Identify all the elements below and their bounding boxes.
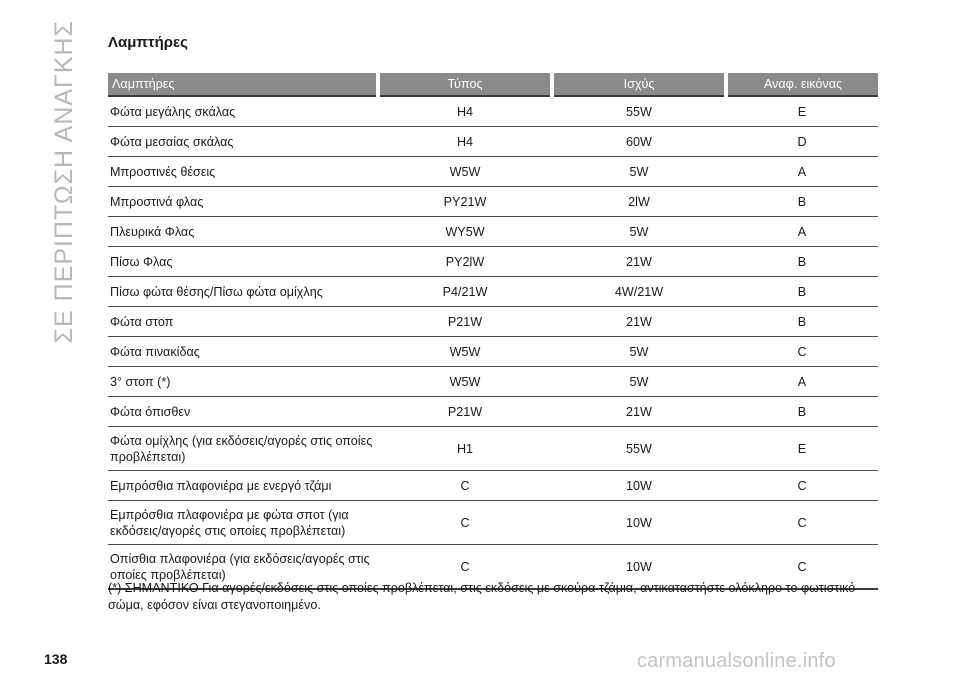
table-row xyxy=(108,427,878,471)
column-header-type: Τύπος xyxy=(378,73,552,96)
bulb-power-cell: 2lW xyxy=(552,187,726,217)
bulb-type-cell: H4 xyxy=(378,96,552,127)
bulb-power-cell: 21W xyxy=(552,397,726,427)
bulb-type-cell: P21W xyxy=(378,397,552,427)
chapter-side-title xyxy=(44,20,84,344)
bulb-power-cell: 4W/21W xyxy=(552,277,726,307)
bulb-name-cell: Φώτα μεγάλης σκάλας xyxy=(108,96,378,127)
column-header-figure-ref: Αναφ. εικόνας xyxy=(726,73,878,96)
table-row xyxy=(108,127,878,157)
table-header-row xyxy=(108,73,878,96)
bulb-power-cell: 55W xyxy=(552,427,726,471)
bulb-ref-cell: B xyxy=(726,187,878,217)
bulb-ref-cell: C xyxy=(726,337,878,367)
bulb-type-cell: H1 xyxy=(378,427,552,471)
bulb-name-cell: Πίσω φώτα θέσης/Πίσω φώτα ομίχλης xyxy=(108,277,378,307)
bulb-ref-cell: E xyxy=(726,96,878,127)
table-row xyxy=(108,367,878,397)
bulb-type-cell: P21W xyxy=(378,307,552,337)
table-row xyxy=(108,157,878,187)
bulb-ref-cell: B xyxy=(726,277,878,307)
bulb-ref-cell: B xyxy=(726,397,878,427)
bulb-type-cell: H4 xyxy=(378,127,552,157)
bulb-name-cell: Μπροστινά φλας xyxy=(108,187,378,217)
bulb-power-cell: 55W xyxy=(552,96,726,127)
bulb-power-cell: 10W xyxy=(552,471,726,501)
bulb-name-cell: Φώτα μεσαίας σκάλας xyxy=(108,127,378,157)
bulb-power-cell: 21W xyxy=(552,307,726,337)
footnote: (*) ΣΗΜΑΝΤΙΚΟ Για αγορές/εκδόσεις στις οποίες προβλέπεται, στις εκδόσεις με σκούρα τζάμια, αντικαταστήστε ολόκληρο το φωτιστικό σώμα, εφόσον είναι στεγανοποιημένο. xyxy=(108,581,856,612)
bulb-name-cell: Πλευρικά Φλας xyxy=(108,217,378,247)
page-number: 138 xyxy=(44,651,68,667)
bulb-name-cell: Φώτα πινακίδας xyxy=(108,337,378,367)
bulb-type-cell: W5W xyxy=(378,367,552,397)
table-row xyxy=(108,247,878,277)
bulb-ref-cell: A xyxy=(726,217,878,247)
bulb-name-cell: Εμπρόσθια πλαφονιέρα με ενεργό τζάμι xyxy=(108,471,378,501)
table-row xyxy=(108,217,878,247)
bulb-power-cell: 5W xyxy=(552,217,726,247)
bulb-ref-cell: C xyxy=(726,471,878,501)
table-row xyxy=(108,187,878,217)
bulb-name-cell: Φώτα στοπ xyxy=(108,307,378,337)
bulb-name-cell: Φώτα ομίχλης (για εκδόσεις/αγορές στις οποίες προβλέπεται) xyxy=(108,427,378,471)
bulb-ref-cell: A xyxy=(726,157,878,187)
bulb-ref-cell: B xyxy=(726,247,878,277)
bulb-type-cell: C xyxy=(378,471,552,501)
bulb-power-cell: 10W xyxy=(552,545,726,590)
table-row xyxy=(108,397,878,427)
bulb-name-cell: Οπίσθια πλαφονιέρα (για εκδόσεις/αγορές στις οποίες προβλέπεται) xyxy=(108,545,378,590)
bulb-type-cell: WY5W xyxy=(378,217,552,247)
bulbs-table xyxy=(108,73,878,590)
bulb-type-cell: W5W xyxy=(378,157,552,187)
bulb-power-cell: 60W xyxy=(552,127,726,157)
bulb-type-cell: C xyxy=(378,545,552,590)
table-row xyxy=(108,471,878,501)
bulb-power-cell: 5W xyxy=(552,337,726,367)
bulb-type-cell: P4/21W xyxy=(378,277,552,307)
bulb-type-cell: PY2lW xyxy=(378,247,552,277)
table-row xyxy=(108,307,878,337)
table-row xyxy=(108,277,878,307)
table-row xyxy=(108,96,878,127)
bulb-power-cell: 5W xyxy=(552,157,726,187)
bulb-ref-cell: C xyxy=(726,545,878,590)
bulb-name-cell: Πίσω Φλας xyxy=(108,247,378,277)
bulb-power-cell: 21W xyxy=(552,247,726,277)
table-row xyxy=(108,337,878,367)
bulb-ref-cell: D xyxy=(726,127,878,157)
bulb-name-cell: 3° στοπ (*) xyxy=(108,367,378,397)
bulb-name-cell: Μπροστινές θέσεις xyxy=(108,157,378,187)
bulb-power-cell: 5W xyxy=(552,367,726,397)
bulb-ref-cell: A xyxy=(726,367,878,397)
bulb-ref-cell: C xyxy=(726,501,878,545)
section-title: Λαμπτήρες xyxy=(108,34,188,51)
bulb-type-cell: W5W xyxy=(378,337,552,367)
watermark: carmanualsonline.info xyxy=(637,650,836,672)
bulb-name-cell: Εμπρόσθια πλαφονιέρα με φώτα σποτ (για εκδόσεις/αγορές στις οποίες προβλέπεται) xyxy=(108,501,378,545)
column-header-bulbs: Λαμπτήρες xyxy=(108,73,378,96)
bulb-ref-cell: B xyxy=(726,307,878,337)
bulb-type-cell: PY21W xyxy=(378,187,552,217)
bulb-power-cell: 10W xyxy=(552,501,726,545)
table-row xyxy=(108,501,878,545)
bulb-type-cell: C xyxy=(378,501,552,545)
column-header-power: Ισχύς xyxy=(552,73,726,96)
bulb-name-cell: Φώτα όπισθεν xyxy=(108,397,378,427)
chapter-side-title-text: ΣΕ ΠΕΡΙΠΤΩΣΗ ΑΝΑΓΚΗΣ xyxy=(49,20,78,344)
bulb-ref-cell: E xyxy=(726,427,878,471)
